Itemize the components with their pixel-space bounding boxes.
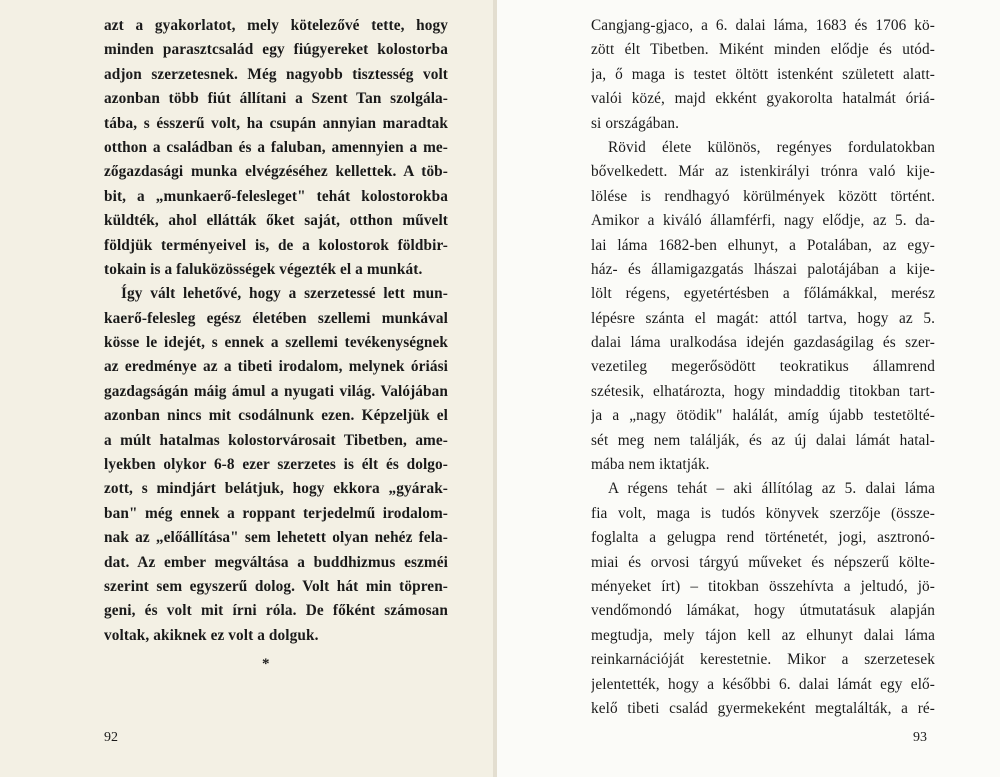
text-line: bővelkedett. Már az istenkirályi trónra való kije-: [591, 163, 935, 181]
text-line: lölése is rendhagyó körülmények között történt.: [591, 187, 935, 205]
text-line: kaerő-felesleg egész életében szellemi munkával: [104, 309, 448, 327]
text-line: zőgazdasági munka elvégzéséhez kellettek. A töb-: [104, 163, 448, 181]
text-line: ház- és államigazgatás lhászai palotájában a kije-: [591, 260, 935, 278]
text-line: lyekben olykor 6-8 ezer szerzetes is élt és dolgo-: [104, 456, 448, 474]
text-line: vendőmondó lámákat, hogy útmutatásuk alapján: [591, 602, 935, 620]
text-line: geni, és volt mit írni róla. De főként számosan: [104, 602, 448, 620]
text-line: szétesik, elhatározta, hogy mindaddig titokban tart-: [591, 382, 935, 400]
text-line: Így vált lehetővé, hogy a szerzetessé lett mun-: [121, 285, 448, 303]
text-line: az eredménye az a tibeti irodalom, melynek óriási: [104, 358, 448, 376]
text-line: küldték, ahol ellátták őket saját, otthon művelt: [104, 212, 448, 230]
section-ornament: *: [262, 656, 270, 672]
text-line: foglalta a gelugpa rend történetét, jogi, asztronó-: [591, 529, 935, 547]
text-line: kösse le idejét, s ennek a szellemi tevékenységnek: [104, 334, 448, 352]
text-line: A régens tehát – aki állítólag az 5. dalai láma: [608, 480, 935, 498]
text-line: azt a gyakorlatot, mely kötelezővé tette, hogy: [104, 17, 448, 34]
text-line: reinkarnációját kerestetnie. Mikor a szerzetesek: [591, 651, 935, 669]
text-line: földjük terményeivel is, de a kolostorok földbir-: [104, 236, 448, 254]
text-line: mába nem iktatják.: [591, 456, 710, 474]
text-line: voltak, akiknek ez volt a dolguk.: [104, 626, 319, 644]
text-line: tokain is a faluközösségek végezték el a munkát.: [104, 260, 423, 278]
text-line: dalai láma uralkodása idején gazdaságilag és szer-: [591, 334, 935, 352]
text-line: ban" még ennek a roppant terjedelmű irodalom-: [104, 504, 448, 522]
text-line: Cangjang-gjaco, a 6. dalai láma, 1683 és 1706 kö-: [591, 17, 935, 34]
text-line: valói közé, majd ekként gyakorolta hatalmát óriá-: [591, 90, 935, 108]
text-line: gazdagságán máig ámul a nyugati világ. Valójában: [104, 382, 448, 400]
text-line: ményeket írt) – titokban összehívta a jeltudó, jö-: [591, 577, 935, 595]
text-line: kelő tibeti család gyermekeként megtalálták, a ré-: [591, 699, 935, 717]
text-line: adjon szerzetesnek. Még nagyobb tisztesség volt: [104, 65, 448, 83]
text-line: azonban több fiút állítani a Szent Tan szolgála-: [104, 90, 448, 108]
left-page: [0, 0, 493, 777]
right-page-text: [591, 14, 935, 721]
text-line: dat. Az ember megváltása a buddhizmus eszméi: [104, 553, 448, 571]
text-line: vezetileg megerősödött teokratikus államrend: [591, 358, 935, 376]
text-line: miai és orvosi tárgyú műveket és népszerű költe-: [591, 553, 935, 571]
text-line: otthon a családban és a faluban, amennyien a me-: [104, 138, 448, 156]
text-line: zott, s mindjárt belátjuk, hogy ekkora „gyárak-: [104, 480, 448, 498]
text-line: ja a „nagy ötödik" halálát, amíg újabb testetölté-: [591, 407, 935, 425]
text-line: sét meg nem találják, és az új dalai lámát hatal-: [591, 431, 935, 449]
text-line: jelentették, hogy a későbbi 6. dalai lámát egy elő-: [591, 675, 935, 693]
text-line: ja, ő maga is testet öltött istenként született alatt-: [591, 65, 935, 83]
text-line: lai láma 1682-ben elhunyt, a Potalában, az egy-: [591, 236, 935, 254]
text-line: fia volt, maga is tudós könyvek szerzője (össze-: [591, 504, 935, 522]
page-number: 93: [913, 730, 927, 745]
text-line: Amikor a kiváló államférfi, nagy elődje, az 5. da-: [591, 212, 935, 230]
text-line: szerint sem egyszerű dolog. Volt hát min töpren-: [104, 577, 448, 595]
text-line: lölt régens, egyetértésben a főlámákkal, merész: [591, 285, 935, 303]
text-line: nak az „előállítása" sem lehetett olyan nehéz fela-: [104, 529, 448, 547]
text-line: zött élt Tibetben. Miként minden elődje és utód-: [591, 41, 935, 59]
right-page: [497, 0, 1000, 777]
text-line: si országában.: [591, 114, 680, 132]
text-line: bit, a „munkaerő-felesleget" tehát kolostorokba: [104, 187, 448, 205]
text-line: minden parasztcsalád egy fiúgyereket kolostorba: [104, 41, 448, 59]
text-line: tába, s ésszerű volt, ha csupán annyian maradtak: [104, 114, 448, 132]
text-line: a múlt hatalmas kolostorvárosait Tibetben, ame-: [104, 431, 448, 449]
text-line: lépésre szánta el magát: attól tartva, hogy az 5.: [591, 309, 935, 327]
left-page-text: [104, 14, 448, 648]
text-line: Rövid élete különös, regényes fordulatokban: [608, 138, 935, 156]
text-line: azonban nincs mit csodálnunk ezen. Képzeljük el: [104, 407, 448, 425]
page-number: 92: [104, 730, 118, 745]
text-line: megtudja, mely tájon kell az elhunyt dalai láma: [591, 626, 935, 644]
